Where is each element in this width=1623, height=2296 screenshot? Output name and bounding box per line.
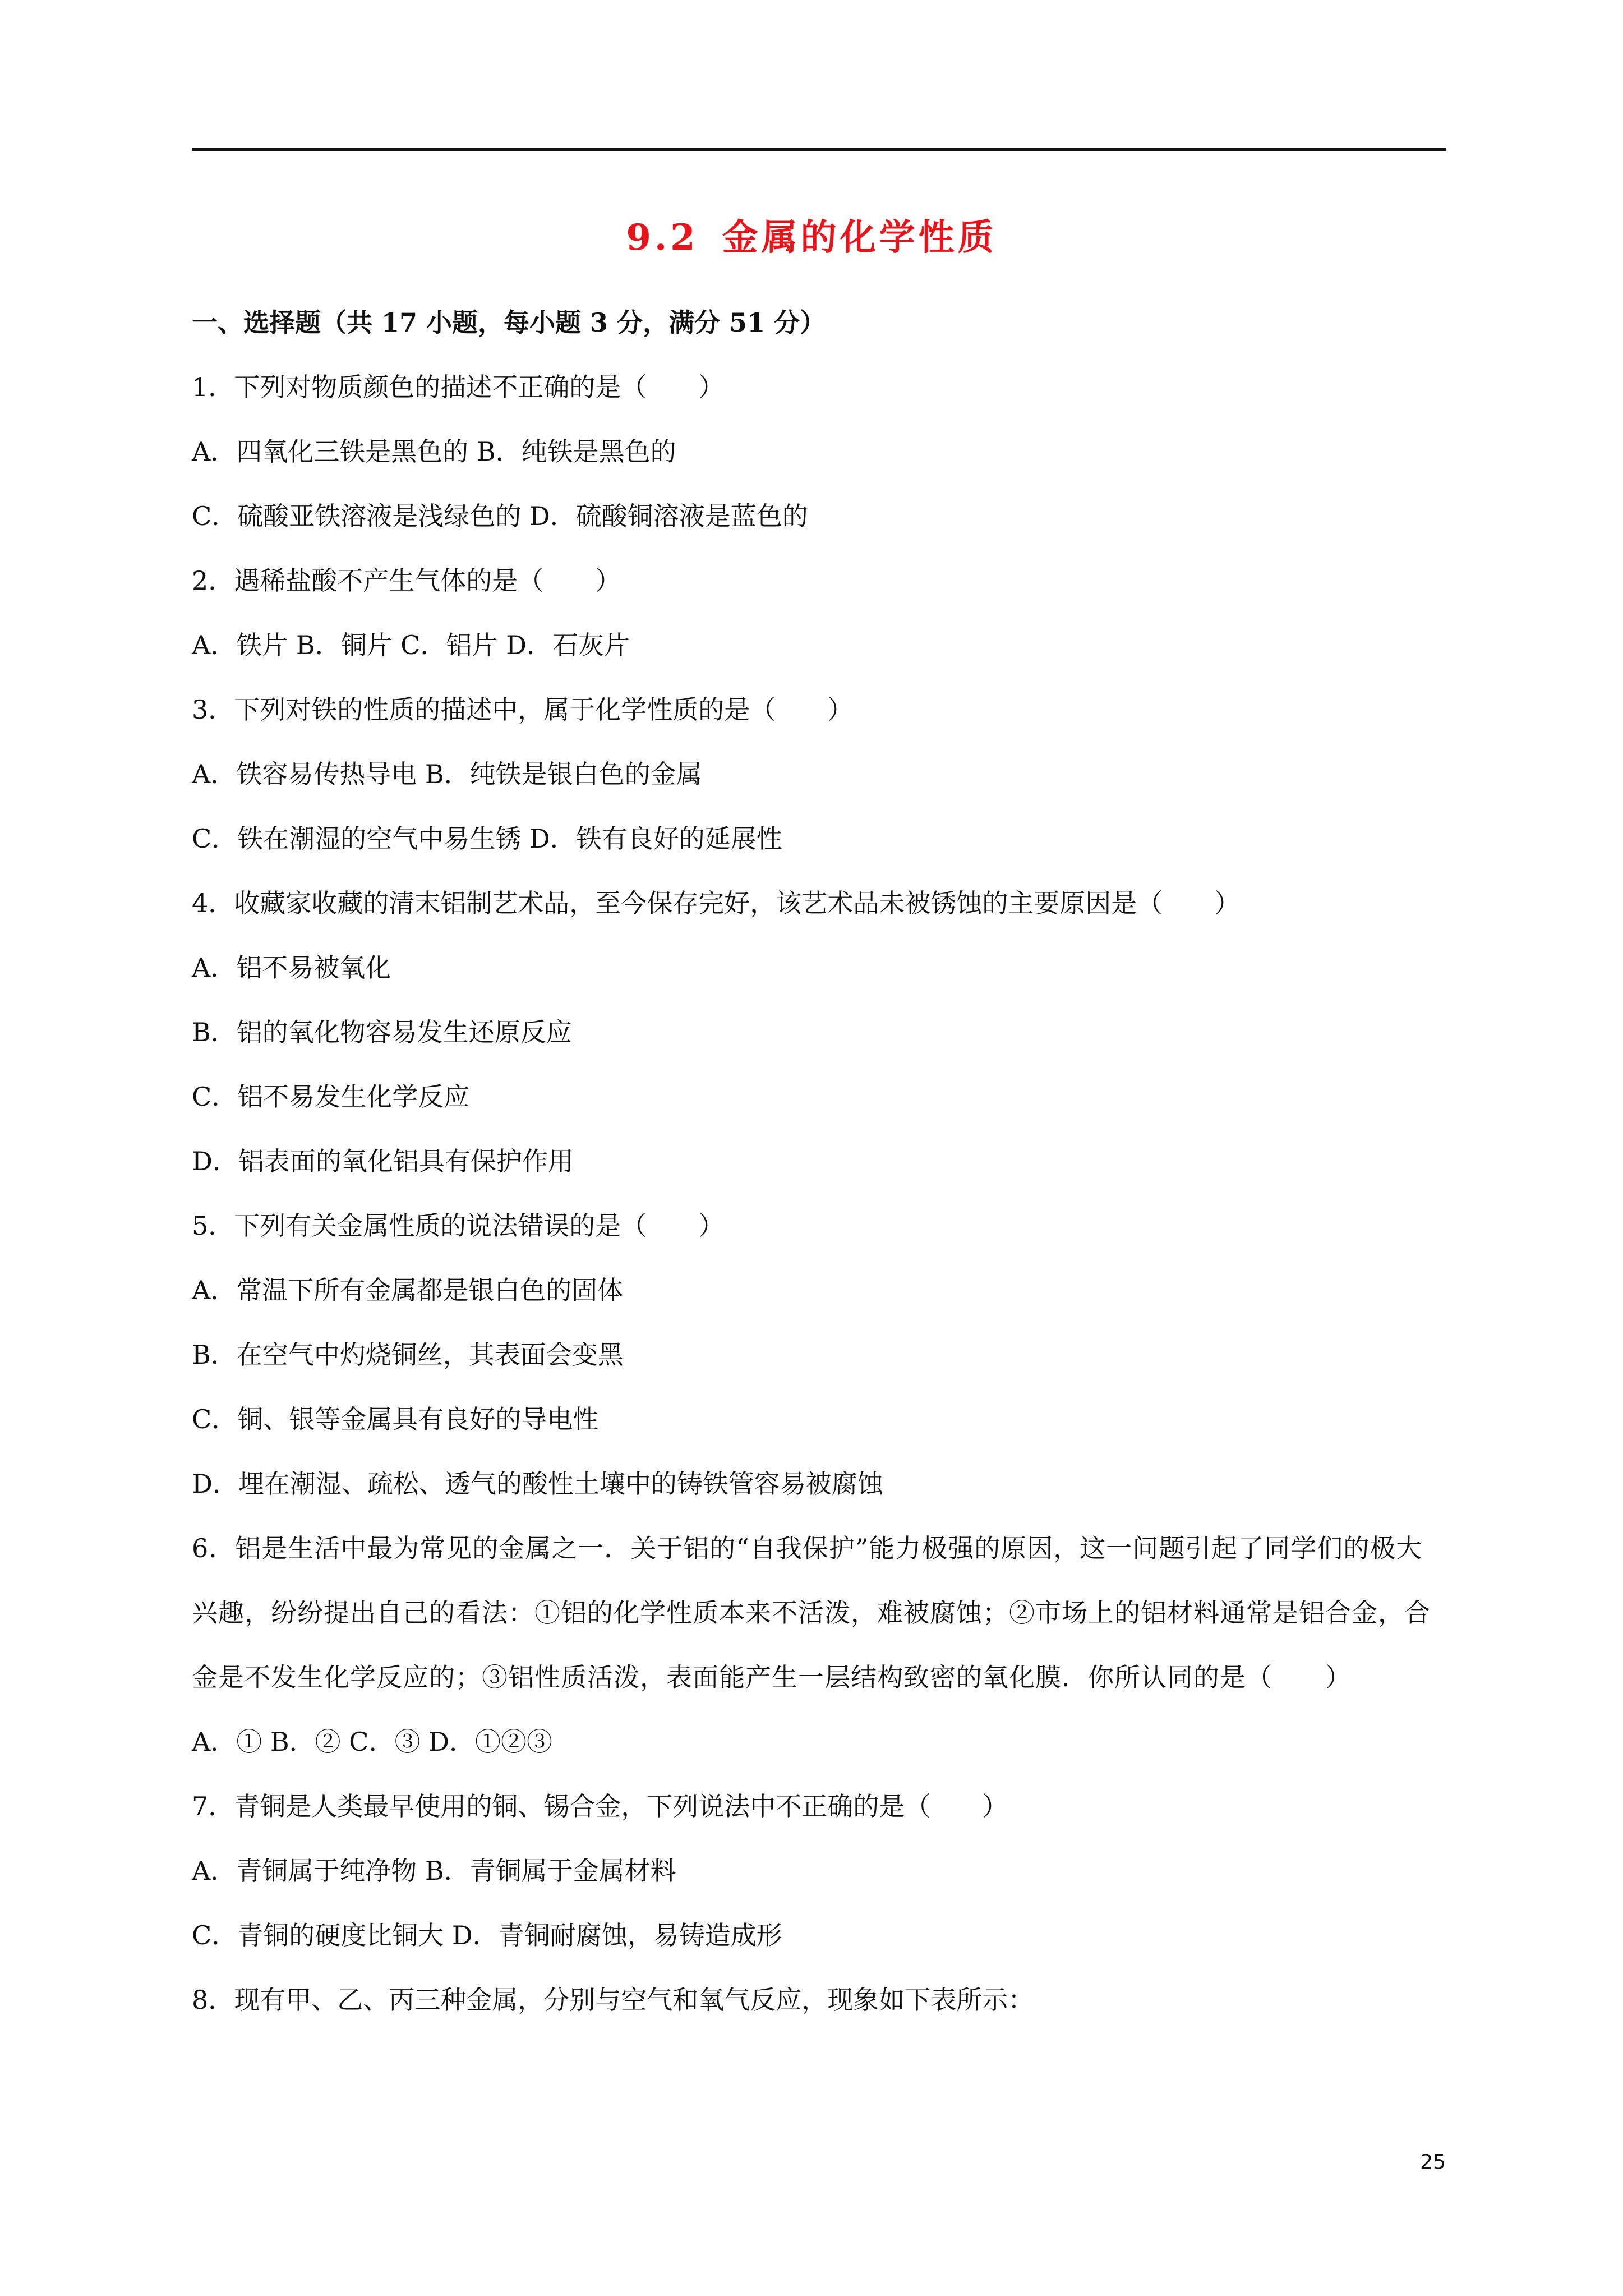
answer-option: A．常温下所有金属都是银白色的固体 [192, 1275, 624, 1305]
section-heading: 一、选择题（共 17 小题，每小题 3 分，满分 51 分） [192, 307, 826, 338]
question-stem: 6．铝是生活中最为常见的金属之一．关于铝的“自我保护”能力极强的原因，这一问题引起了同学们的极大兴趣，纷纷提出自己的看法：①铝的化学性质本来不活泼，难被腐蚀；②市场上的铝材料通常是铝合金，合金是不发生化学反应的；③铝性质活泼，表面能产生一层结构致密的氧化膜．你所认同的是（ ） [192, 1533, 1431, 1692]
question-stem: 8．现有甲、乙、丙三种金属，分别与空气和氧气反应，现象如下表所示： [192, 1985, 1034, 2015]
question-2 [192, 549, 1446, 678]
answer-option: A．铝不易被氧化 [192, 953, 391, 983]
answer-options: A．铁容易传热导电 B．纯铁是银白色的金属 [192, 759, 702, 789]
answer-option: B．铝的氧化物容易发生还原反应 [192, 1017, 572, 1047]
header-rule [192, 148, 1446, 151]
page-title [0, 211, 1623, 265]
answer-option: C．铜、银等金属具有良好的导电性 [192, 1404, 599, 1434]
answer-option: C．铝不易发生化学反应 [192, 1082, 470, 1112]
title-text: 金属的化学性质 [722, 217, 997, 259]
answer-options: C．青铜的硬度比铜大 D．青铜耐腐蚀，易铸造成形 [192, 1920, 782, 1950]
question-stem: 7．青铜是人类最早使用的铜、锡合金，下列说法中不正确的是（ ） [192, 1791, 1008, 1821]
question-stem: 5．下列有关金属性质的说法错误的是（ ） [192, 1211, 725, 1241]
question-5 [192, 1194, 1446, 1516]
question-4 [192, 871, 1446, 1194]
answer-options: C．铁在潮湿的空气中易生锈 D．铁有良好的延展性 [192, 823, 782, 854]
answer-option: D．铝表面的氧化铝具有保护作用 [192, 1146, 574, 1176]
question-6 [192, 1516, 1446, 1774]
answer-options: A．① B．② C．③ D．①②③ [192, 1727, 552, 1757]
question-3 [192, 678, 1446, 871]
question-7 [192, 1774, 1446, 1968]
answer-option: B．在空气中灼烧铜丝，其表面会变黑 [192, 1340, 624, 1370]
question-stem: 1．下列对物质颜色的描述不正确的是（ ） [192, 372, 725, 402]
answer-options: A．四氧化三铁是黑色的 B．纯铁是黑色的 [192, 436, 676, 467]
title-number: 9.2 [626, 217, 699, 259]
page-number: 25 [1420, 2151, 1446, 2174]
question-stem: 2．遇稀盐酸不产生气体的是（ ） [192, 565, 621, 596]
question-8 [192, 1968, 1446, 2032]
answer-options: A．青铜属于纯净物 B．青铜属于金属材料 [192, 1856, 676, 1886]
answer-option: D．埋在潮湿、疏松、透气的酸性土壤中的铸铁管容易被腐蚀 [192, 1469, 883, 1499]
question-1 [192, 355, 1446, 549]
question-stem: 3．下列对铁的性质的描述中，属于化学性质的是（ ） [192, 694, 854, 725]
answer-options: C．硫酸亚铁溶液是浅绿色的 D．硫酸铜溶液是蓝色的 [192, 501, 808, 531]
answer-options: A．铁片 B．铜片 C．铝片 D．石灰片 [192, 630, 630, 660]
question-stem: 4．收藏家收藏的清末铝制艺术品，至今保存完好，该艺术品未被锈蚀的主要原因是（ ） [192, 888, 1241, 918]
question-list [192, 291, 1446, 2032]
